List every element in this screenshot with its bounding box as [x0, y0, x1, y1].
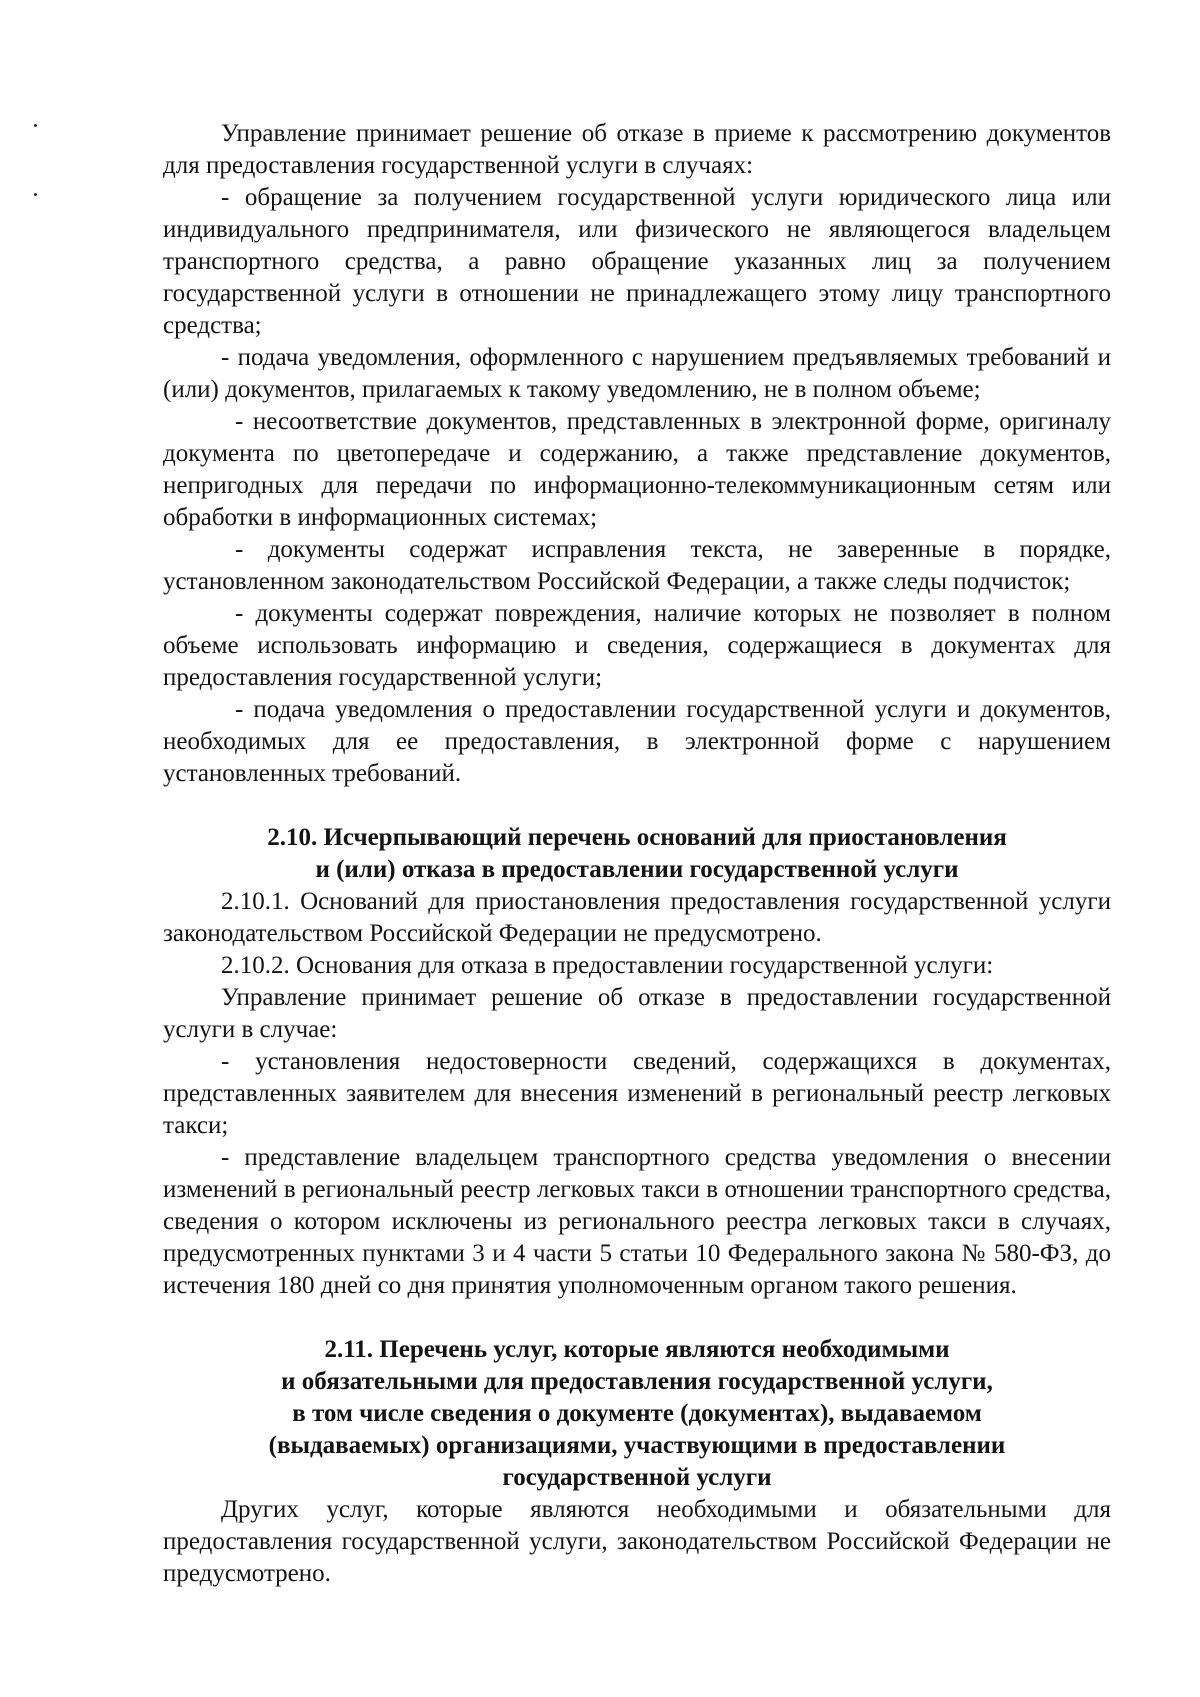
list-item: - несоответствие документов, представленных в электронной форме, оригиналу документа по цветопередаче и содержанию, а также представление документов, непригодных для передачи по информационно-телекоммуникационным сетям или обработки в информационных системах;: [163, 408, 1111, 531]
list-item: - подача уведомления о предоставлении государственной услуги и документов, необходимых для ее предоставления, в электронной форме с нарушением установленных требований.: [163, 696, 1111, 787]
heading-line: и обязательными для предоставления государственной услуги,: [281, 1368, 993, 1395]
section-heading-2-11: [163, 1334, 1111, 1494]
list-item: - установления недостоверности сведений, содержащихся в документах, представленных заявителем для внесения изменений в региональный реестр легковых такси;: [163, 1048, 1111, 1139]
scan-speck: [34, 193, 37, 196]
list-item: - представление владельцем транспортного средства уведомления о внесении изменений в региональный реестр легковых такси в отношении транспортного средства, сведения о котором исключены из регионального реестра легковых такси в случаях, предусмотренных пунктами 3 и 4 части 5 статьи 10 Федерального закона № 580-ФЗ, до истечения 180 дней со дня принятия уполномоченным органом такого решения.: [163, 1144, 1111, 1299]
section-heading-2-10: [163, 822, 1111, 886]
heading-line: 2.10. Исчерпывающий перечень оснований для приостановления: [267, 824, 1007, 851]
heading-line: (выдаваемых) организациями, участвующими в предоставлении: [268, 1432, 1006, 1459]
heading-line: в том числе сведения о документе (документах), выдаваемом: [292, 1400, 982, 1427]
list-item: - подача уведомления, оформленного с нарушением предъявляемых требований и (или) документов, прилагаемых к такому уведомлению, не в полном объеме;: [163, 344, 1111, 403]
paragraph: 2.10.2. Основания для отказа в предоставлении государственной услуги:: [221, 952, 994, 979]
list-item: - документы содержат исправления текста, не заверенные в порядке, установленном законодательством Российской Федерации, а также следы подчисток;: [163, 536, 1111, 595]
scan-speck: [34, 124, 37, 127]
document-body: [163, 118, 1111, 1590]
heading-line: государственной услуги: [502, 1464, 772, 1491]
list-item: - обращение за получением государственной услуги юридического лица или индивидуального предпринимателя, или физического не являющегося владельцем транспортного средства, а равно обращение указанных лиц за получением государственной услуги в отношении не принадлежащего этому лицу транспортного средства;: [163, 184, 1111, 339]
section-spacer: [163, 1302, 1111, 1334]
heading-line: 2.11. Перечень услуг, которые являются необходимыми: [324, 1336, 950, 1363]
paragraph: Других услуг, которые являются необходимыми и обязательными для предоставления государственной услуги, законодательством Российской Федерации не предусмотрено.: [163, 1496, 1111, 1587]
paragraph-intro: Управление принимает решение об отказе в приеме к рассмотрению документов для предоставления государственной услуги в случаях:: [163, 120, 1111, 179]
paragraph: Управление принимает решение об отказе в предоставлении государственной услуги в случае:: [163, 984, 1111, 1043]
paragraph: 2.10.1. Оснований для приостановления предоставления государственной услуги законодательством Российской Федерации не предусмотрено.: [163, 888, 1111, 947]
section-spacer: [163, 790, 1111, 822]
list-item: - документы содержат повреждения, наличие которых не позволяет в полном объеме использовать информацию и сведения, содержащиеся в документах для предоставления государственной услуги;: [163, 600, 1111, 691]
heading-line: и (или) отказа в предоставлении государственной услуги: [315, 856, 959, 883]
